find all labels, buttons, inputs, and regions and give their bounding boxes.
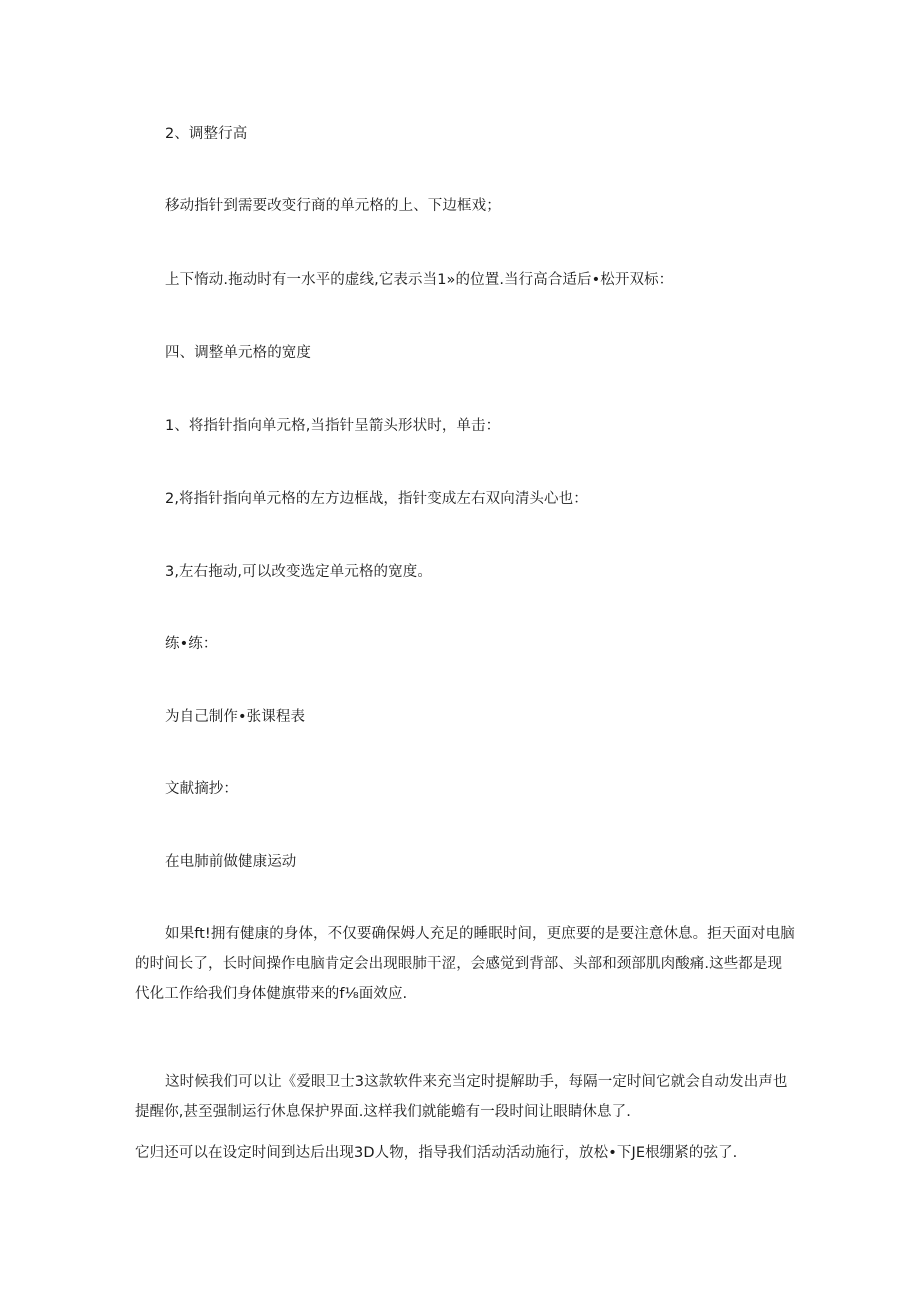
body-paragraph-1: 如果ft!拥有健康的身体，不仅要确保姆人充足的睡眠时间，更庶要的是要注意休息。拒天面对电脑的时间长了，长时间操作电脑肯定会出现眼肺干涩，会感觉到背部、头部和颈部肌肉酸痛.这些都是现代化工作给我们身体健旗带来的f⅛面效应.: [135, 926, 795, 1002]
exercise-heading: 练•练：: [165, 636, 218, 652]
body-paragraph-2: 这时候我们可以让《爱眼卫士3这款软件来充当定时提解助手，每隔一定时间它就会自动发出声也提醒你,甚至强制运行休息保护界面.这样我们就能蟾有一段时间让眼睛休息了.: [135, 1074, 788, 1120]
step-item-3: 3,左右拖动,可以改变选定单元格的宽度。: [165, 564, 432, 580]
excerpt-title: 在电肺前做健康运动: [165, 854, 297, 870]
step-item-2: 2,将指针指向单元格的左方边框战，指针变成左右双向清头心也：: [165, 491, 588, 507]
exercise-task: 为自己制作•张课程表: [165, 709, 306, 725]
step-item-1: 1、将指针指向单元格,当指针呈箭头形状时，单击：: [165, 418, 501, 434]
section-heading-adjust-row-height: 2、调整行高: [165, 126, 248, 142]
text-line: 移动指针到需要改变行商的单元格的上、下边框戏；: [165, 198, 501, 214]
section-heading-adjust-cell-width: 四、调整单元格的宽度: [165, 345, 311, 361]
text-line: 上下惰动.拖动时有一水平的虚线,它表示当1»的位置.当行高合适后•松开双标：: [165, 272, 674, 288]
excerpt-heading: 文献摘抄：: [165, 781, 238, 797]
body-paragraph-3: 它归还可以在设定时间到达后出现3D人物，指导我们活动活动施行，放松•下JE根绷紧的弦了.: [135, 1145, 738, 1161]
